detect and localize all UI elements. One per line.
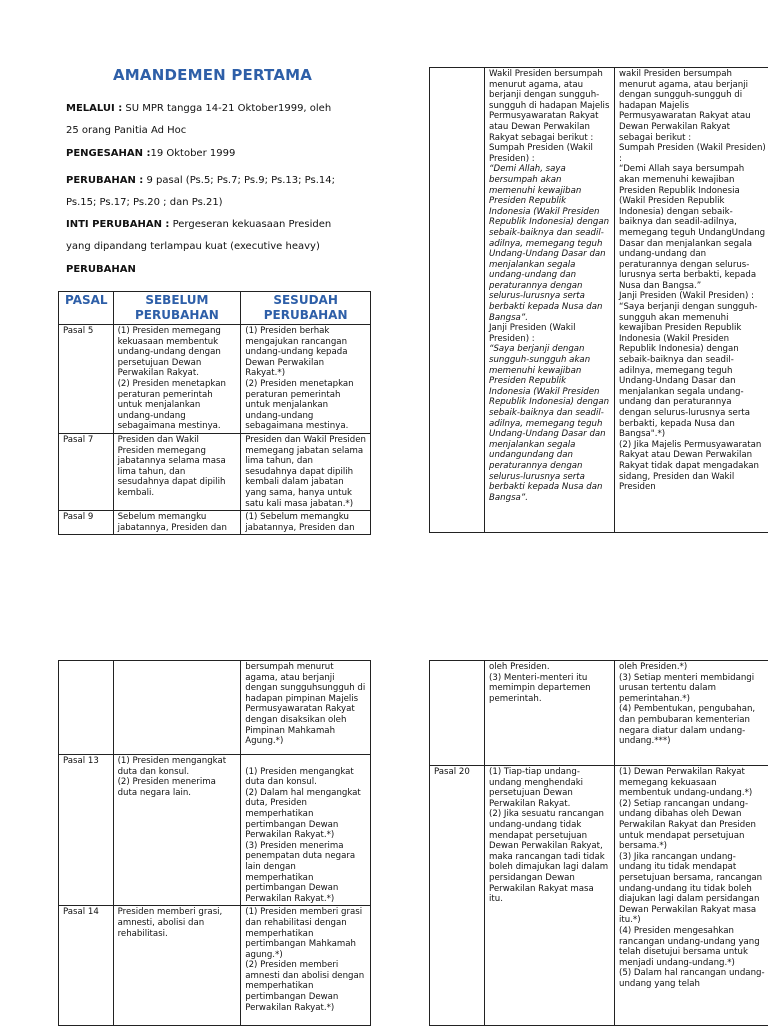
sumpah-text: “Demi Allah, saya bersumpah akan memenuhi kewajiban Presiden Republik Indonesia (Wakil Presiden Republik Indonesia) dengan sebaik-baiknya dan seadil-adilnya, memegang teguh Undang-Undang Dasar dan menjalankan segala undang-undang dan peraturannya dengan selurus-lurusnya serta berbakti kepada Nusa dan Bangsa”.: [489, 164, 609, 322]
pasal-cell: [59, 661, 114, 755]
sebelum-cell: Sebelum memangku jabatannya, Presiden dan: [113, 511, 241, 535]
sesudah-cell: oleh Presiden.*) (3) Setiap menteri membidangi urusan tertentu dalam pemerintahan.*) (4) Pembentukan, pengubahan, dan pembubaran kementerian negara diatur dalam undang-undang.***): [615, 661, 768, 766]
pasal-cell: [430, 68, 485, 533]
header-sesudah: SESUDAH PERUBAHAN: [241, 292, 371, 325]
sesudah-cell: (1) Presiden mengangkat duta dan konsul. (2) Dalam hal mengangkat duta, Presiden memperhatikan pertimbangan Dewan Perwakilan Rakyat.*) (3) Presiden menerima penempatan duta negara lain dengan memperhatikan pertimbangan Dewan Perwakilan Rakyat.*): [241, 755, 371, 906]
sebelum-cell: (1) Presiden mengangkat duta dan konsul. (2) Presiden menerima duta negara lain.: [113, 755, 241, 906]
pasal-cell: Pasal 13: [59, 755, 114, 906]
pasal-cell: Pasal 14: [59, 906, 114, 1026]
pasal-cell: Pasal 9: [59, 511, 114, 535]
sebelum-cell: oleh Presiden. (3) Menteri-menteri itu memimpin departemen pemerintah.: [485, 661, 615, 766]
sebelum-cell: [485, 68, 615, 533]
sesudah-cell: (1) Sebelum memangku jabatannya, Presiden dan: [241, 511, 371, 535]
pasal-cell: Pasal 7: [59, 433, 114, 510]
sesudah-cell: (1) Dewan Perwakilan Rakyat memegang kekuasaan membentuk undang-undang.*) (2) Setiap rancangan undang-undang dibahas oleh Dewan Perwakilan Rakyat dan Presiden untuk mendapat persetujuan bersama.*) (3) Jika rancangan undang-undang itu tidak mendapat persetujuan bersama, rancangan undang-undang itu tidak boleh diajukan lagi dalam persidangan Dewan Perwakilan Rakyat masa itu.*) (4) Presiden mengesahkan rancangan undang-undang yang telah disetujui bersama untuk menjadi undang-undang.*) (5) Dalam hal rancangan undang-undang yang telah: [615, 766, 768, 1026]
table-row: [59, 755, 371, 906]
sesudah-cell: Presiden dan Wakil Presiden memegang jabatan selama lima tahun, dan sesudahnya dapat dipilih kembali dalam jabatan yang sama, hanya untuk satu kali masa jabatan.*): [241, 433, 371, 510]
pengesahan-paragraph: [66, 143, 336, 165]
amendment-table-page1: [58, 291, 371, 535]
header-sebelum: SEBELUM PERUBAHAN: [113, 292, 241, 325]
table-row: [430, 661, 768, 766]
perubahan-paragraph: [66, 170, 336, 214]
sebelum-cell: (1) Presiden memegang kekuasaan membentuk undang-undang dengan persetujuan Dewan Perwakilan Rakyat. (2) Presiden menetapkan peraturan pemerintah untuk menjalankan undang-undang sebagaimana mestinya.: [113, 325, 241, 434]
sebelum-cell: Presiden dan Wakil Presiden memegang jabatannya selama masa lima tahun, dan sesudahnya dapat dipilih kembali.: [113, 433, 241, 510]
sebelum-intro: Wakil Presiden bersumpah menurut agama, atau berjanji dengan sungguh-sungguh di hadapan Majelis Permusyawaratan Rakyat atau Dewan Perwakilan Rakyat sebagai berikut : Sumpah Presiden (Wakil Presiden) :: [489, 69, 609, 164]
janji-text: “Saya berjanji dengan sungguh-sungguh akan memenuhi kewajiban Presiden Republik Indonesia (Wakil Presiden Republik Indonesia) dengan sebaik-baiknya dan seadil-adilnya, memegang teguh Undang-Undang Dasar dan menjalankan segala undangundang dan peraturannya dengan selurus-lurusnya serta berbakti kepada Nusa dan Bangsa”.: [489, 344, 609, 502]
table-row: [430, 766, 768, 1026]
table-row: [59, 906, 371, 1026]
pengesahan-label: PENGESAHAN :: [66, 148, 150, 159]
inti-paragraph: [66, 214, 336, 258]
table-row: [59, 511, 371, 535]
table-row: [59, 325, 371, 434]
sebelum-cell: Presiden memberi grasi, amnesti, abolisi dan rehabilitasi.: [113, 906, 241, 1026]
amendment-table-page2: [429, 67, 768, 533]
sesudah-cell: bersumpah menurut agama, atau berjanji dengan sungguhsungguh di hadapan pimpinan Majelis Permusyawaratan Rakyat dengan disaksikan oleh Pimpinan Mahkamah Agung.*): [241, 661, 371, 755]
sebelum-cell: [113, 661, 241, 755]
melalui-paragraph: [66, 98, 336, 142]
amendment-table-page3: [58, 660, 371, 1026]
amendment-table-page4: [429, 660, 768, 1026]
sebelum-cell: (1) Tiap-tiap undang-undang menghendaki persetujuan Dewan Perwakilan Rakyat. (2) Jika sesuatu rancangan undang-undang tidak mendapat persetujuan Dewan Perwakilan Rakyat, maka rancangan tadi tidak boleh dimajukan lagi dalam persidangan Dewan Perwakilan Rakyat masa itu.: [485, 766, 615, 1026]
pasal-cell: Pasal 20: [430, 766, 485, 1026]
section-heading: [66, 259, 336, 281]
sesudah-cell: (1) Presiden berhak mengajukan rancangan undang-undang kepada Dewan Perwakilan Rakyat.*) (2) Presiden menetapkan peraturan pemerintah untuk menjalankan undang-undang sebagaimana mestinya.: [241, 325, 371, 434]
table-row: [59, 433, 371, 510]
janji-heading: Janji Presiden (Wakil Presiden) :: [489, 323, 576, 344]
table-header-row: [59, 292, 371, 325]
pasal-cell: [430, 661, 485, 766]
pengesahan-text: 19 Oktober 1999: [150, 148, 235, 159]
perubahan-label: PERUBAHAN :: [66, 175, 143, 186]
perubahan-text: 9 pasal (Ps.5; Ps.7; Ps.9; Ps.13; Ps.14; Ps.15; Ps.17; Ps.20 ; dan Ps.21): [66, 175, 335, 208]
section-heading-text: PERUBAHAN: [66, 264, 136, 275]
inti-label: INTI PERUBAHAN :: [66, 219, 169, 230]
table-row: [59, 661, 371, 755]
header-pasal: PASAL: [59, 292, 114, 325]
table-row: [430, 68, 768, 533]
melalui-label: MELALUI :: [66, 103, 122, 114]
melalui-text: SU MPR tangga 14-21 Oktober1999, oleh 25 orang Panitia Ad Hoc: [66, 103, 331, 136]
sesudah-cell: wakil Presiden bersumpah menurut agama, atau berjanji dengan sungguh-sungguh di hadapan Majelis Permusyawaratan Rakyat atau Dewan Perwakilan Rakyat sebagai berikut : Sumpah Presiden (Wakil Presiden) : “Demi Allah saya bersumpah akan memenuhi kewajiban Presiden Republik Indonesia (Wakil Presiden Republik Indonesia) dengan sebaik-baiknya dan seadil-adilnya, memegang teguh UndangUndang Dasar dan menjalankan segala undang-undang dan peraturannya dengan selurus-lurusnya serta berbakti, kepada Nusa dan Bangsa.” Janji Presiden (Wakil Presiden) : “Saya berjanji dengan sungguh-sungguh akan memenuhi kewajiban Presiden Republik Indonesia (Wakil Presiden Republik Indonesia) dengan sebaik-baiknya dan seadil-adilnya, memegang teguh Undang-Undang Dasar dan menjalankan segala undang-undang dan peraturannya dengan selurus-lurusnya serta berbakti, kepada Nusa dan Bangsa".*) (2) Jika Majelis Permusyawaratan Rakyat atau Dewan Perwakilan Rakyat tidak dapat mengadakan sidang, Presiden dan Wakil Presiden: [615, 68, 768, 533]
pasal-cell: Pasal 5: [59, 325, 114, 434]
sesudah-cell: (1) Presiden memberi grasi dan rehabilitasi dengan memperhatikan pertimbangan Mahkamah agung.*) (2) Presiden memberi amnesti dan abolisi dengan memperhatikan pertimbangan Dewan Perwakilan Rakyat.*): [241, 906, 371, 1026]
document-title: AMANDEMEN PERTAMA: [113, 66, 312, 84]
inti-text: Pergeseran kekuasaan Presiden yang dipandang terlampau kuat (executive heavy): [66, 219, 331, 252]
